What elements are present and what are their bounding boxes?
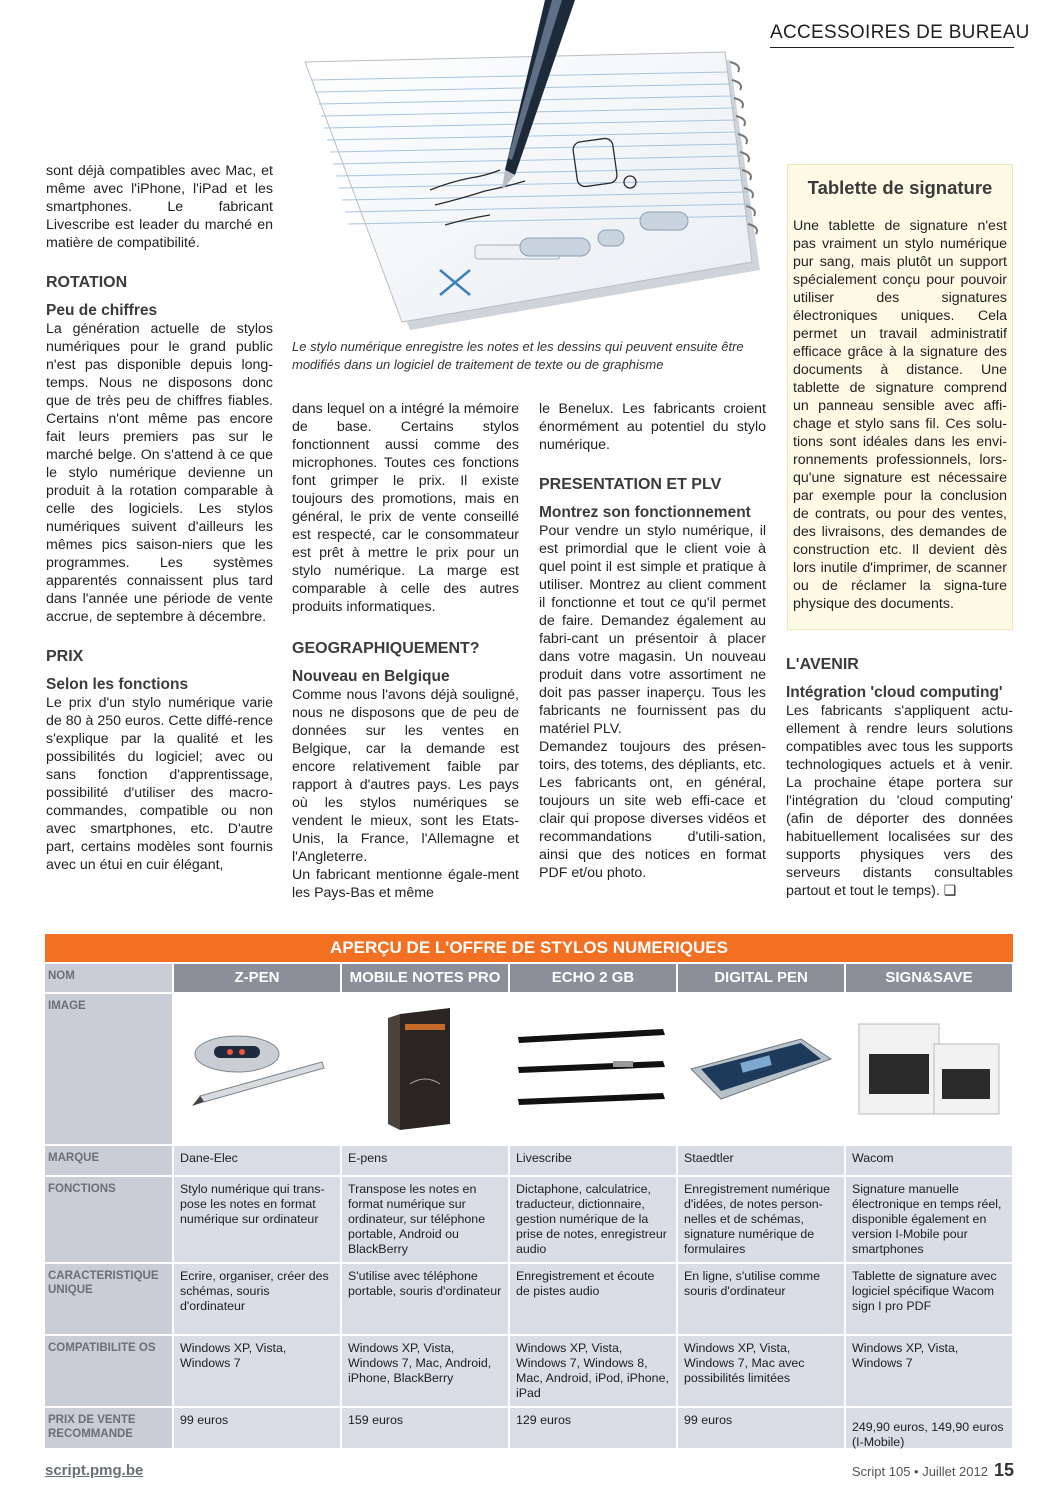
- table-cell: Enregistrement numérique d'idées, de notes person-nelles et de schémas, signature numérique de formulaires: [678, 1177, 844, 1262]
- table-row-image: [45, 994, 1013, 1144]
- table-row-marque: [45, 1146, 1013, 1175]
- subheading-cloud-computing: Intégration 'cloud computing': [786, 684, 1003, 701]
- digital-pen-image: [678, 994, 844, 1144]
- footer-site-link[interactable]: script.pmg.be: [45, 1462, 144, 1479]
- table-cell: Windows XP, Vista, Windows 7, Windows 8, Mac, Android, iPod, iPhone, iPad: [510, 1336, 676, 1406]
- table-row-fonctions: [45, 1177, 1013, 1262]
- table-cell: 129 euros: [510, 1408, 676, 1448]
- table-row-nom: [45, 964, 1013, 992]
- sign-save-image: [846, 994, 1012, 1144]
- table-title: APERÇU DE L'OFFRE DE STYLOS NUMERIQUES: [45, 934, 1013, 962]
- paragraph: sont déjà compatibles avec Mac, et même avec l'iPhone, l'iPad et les smartphones. Le fabricant Livescribe est leader du marché en matière de compatibilité.: [46, 163, 273, 251]
- product-name: SIGN&SAVE: [846, 964, 1012, 992]
- paragraph: Comme nous l'avons déjà souligné, nous ne disposons que de peu de données sur les ventes en Belgique, car la demande est encore relativement faible par rapport à d'autres pays. Les pays où les stylos numériques se vendent le mieux, sont les Etats-Unis, la France, l'Allemagne et l'Angleterre.: [292, 687, 519, 865]
- row-label-compatibilite: COMPATIBILITE OS: [45, 1336, 172, 1406]
- table-cell: Dictaphone, calculatrice, traducteur, dictionnaire, gestion numérique de la prise de notes, enregistreur audio: [510, 1177, 676, 1262]
- table-cell: Enregistrement et écoute de pistes audio: [510, 1264, 676, 1334]
- table-cell: 159 euros: [342, 1408, 508, 1448]
- paragraph: Le prix d'un stylo numérique varie de 80 à 250 euros. Cette diffé-rence s'explique par la qualité et les possibilités du logiciel; avec ou sans fonction d'apprentissage, possibilité d'utiliser des macro-commandes, compatible ou non avec smartphones, etc. D'autre part, certains modèles sont fournis avec un étui en cuir élégant,: [46, 695, 273, 873]
- table-cell: Wacom: [846, 1146, 1012, 1175]
- mobile-notes-pro-image: [342, 994, 508, 1144]
- table-cell: Transpose les notes en format numérique sur ordinateur, sur téléphone portable, Android ou BlackBerry: [342, 1177, 508, 1262]
- table-row-prix: [45, 1408, 1013, 1448]
- paragraph: Pour vendre un stylo numérique, il est primordial que le client voie à quel point il est simple et pratique à utiliser. Montrez au client comment il fonctionne et tout ce qu'il permet de faire. Demandez également au fabri-cant un présentoir à placer dans votre magasin. Un nouveau produit dans votre assortiment ne doit pas passer inaperçu. Tous les fabricants ne fournissent pas du matériel PLV.: [539, 523, 766, 737]
- product-name: DIGITAL PEN: [678, 964, 844, 992]
- row-label-prix: PRIX DE VENTE RECOMMANDE: [45, 1408, 172, 1448]
- column-2: [292, 400, 519, 902]
- paragraph: le Benelux. Les fabricants croient énormément au potentiel du stylo numérique.: [539, 401, 766, 453]
- heading-lavenir: L'AVENIR: [786, 656, 859, 673]
- paragraph: Les fabricants s'appliquent actu-ellement à rendre leurs solutions compatibles avec tous les supports technologiques actuels et à venir. La prochaine étape portera sur l'intégration du 'cloud computing' (afin de déporter des données habituellement localisées sur des supports physiques vers des serveurs distants consultables partout et tout le temps). ❑: [786, 703, 1013, 899]
- subheading-montrez-son-fonctionnement: Montrez son fonctionnement: [539, 504, 751, 521]
- table-cell: 99 euros: [678, 1408, 844, 1448]
- sidebar-box: [787, 164, 1013, 630]
- product-name: Z-PEN: [174, 964, 340, 992]
- subheading-selon-les-fonctions: Selon les fonctions: [46, 676, 189, 693]
- row-label-caracteristique: CARACTERISTIQUE UNIQUE: [45, 1264, 172, 1334]
- sidebar-body: Une tablette de signature n'est pas vraiment un stylo numérique pur sang, mais plutôt un support spécialement conçu pour pouvoir utiliser des signatures électroniques uniques. Cela permet un travail administratif efficace grâce à la signature des documents à distance. Une tablette de signature comprend un panneau sensible avec affi-chage et stylo sans fil. Ces solu-tions sont idéales dans les envi-ronnements professionnels, lors-qu'une signature est nécessaire par exemple pour la conclusion de contrats, ou pour des ventes, des livraisons, des demandes de construction etc. Il devient dès lors inutile d'imprimer, de scanner ou de réclamer la signa-ture physique des documents.: [793, 218, 1007, 612]
- table-cell: E-pens: [342, 1146, 508, 1175]
- table-row-compatibilite: [45, 1336, 1013, 1406]
- row-label-image: IMAGE: [45, 994, 172, 1144]
- table-cell: Dane-Elec: [174, 1146, 340, 1175]
- table-cell: S'utilise avec téléphone portable, souris d'ordinateur: [342, 1264, 508, 1334]
- table-cell: Windows XP, Vista, Windows 7: [846, 1336, 1012, 1406]
- table-cell: 99 euros: [174, 1408, 340, 1448]
- table-cell: Staedtler: [678, 1146, 844, 1175]
- section-tag: ACCESSOIRES DE BUREAU: [770, 22, 1014, 48]
- table-cell: En ligne, s'utilise comme souris d'ordinateur: [678, 1264, 844, 1334]
- column-1: [46, 162, 273, 874]
- footer-issue: [852, 1460, 1014, 1481]
- heading-rotation: ROTATION: [46, 274, 128, 291]
- issue-label: Script 105 • Juillet 2012: [851, 1464, 988, 1479]
- comparison-table: [45, 934, 1013, 1448]
- row-label-fonctions: FONCTIONS: [45, 1177, 172, 1262]
- column-3: [539, 400, 766, 882]
- product-name: ECHO 2 GB: [510, 964, 676, 992]
- paragraph: Un fabricant mentionne égale-ment les Pays-Bas et même: [292, 867, 519, 901]
- subheading-peu-de-chiffres: Peu de chiffres: [46, 302, 158, 319]
- page-number: 15: [993, 1460, 1014, 1480]
- heading-geographiquement: GEOGRAPHIQUEMENT?: [292, 640, 480, 657]
- sidebar-title: Tablette de signature: [807, 177, 993, 198]
- subheading-nouveau-en-belgique: Nouveau en Belgique: [292, 668, 450, 685]
- table-row-caracteristique: [45, 1264, 1013, 1334]
- table-cell: Windows XP, Vista, Windows 7, Mac avec possibilités limitées: [678, 1336, 844, 1406]
- row-label-marque: MARQUE: [45, 1146, 172, 1175]
- table-cell: 249,90 euros, 149,90 euros (I-Mobile): [846, 1408, 1012, 1448]
- echo-pen-image: [510, 994, 676, 1144]
- notebook-pen-photo: [290, 0, 770, 340]
- paragraph: La génération actuelle de stylos numériques pour le grand public n'est pas disponible depuis long-temps. Nous ne disposons donc que de très peu de chiffres fiables. Certains n'ont même pas encore fait leurs premiers pas sur le marché belge. On s'attend à ce que le stylo numérique devienne un produit à la rotation comparable à celle des logiciels. Les stylos numériques suivent d'ailleurs les mêmes pics saison-niers que les programmes. Les systèmes apparentés connaissent plus tard dans l'année une période de vente accrue, de septembre à décembre.: [46, 321, 273, 625]
- paragraph: Demandez toujours des présen-toirs, des totems, des dépliants, etc. Les fabricants ont, en général, toujours un site web effi-cace et clair qui propose diverses vidéos et recommandations d'utili-sation, ainsi que des notices en format PDF et/ou photo.: [539, 739, 766, 881]
- paragraph: dans lequel on a intégré la mémoire de base. Certains stylos fonctionnent aussi comme des microphones. Toutes ces fonctions font grimper le prix. Il existe toujours des promotions, mais en général, le prix de vente conseillé est respecté, car le consommateur est prêt à mettre le prix pour un stylo numérique. La marge est comparable à celle des autres produits informatiques.: [292, 401, 519, 615]
- z-pen-image: [174, 994, 340, 1144]
- column-4: [786, 656, 1013, 900]
- product-name: MOBILE NOTES PRO: [342, 964, 508, 992]
- photo-caption: Le stylo numérique enregistre les notes et les dessins qui peuvent ensuite être modifiés dans un logiciel de traitement de texte ou de graphisme: [292, 339, 744, 372]
- table-cell: Tablette de signature avec logiciel spécifique Wacom sign I pro PDF: [846, 1264, 1012, 1334]
- table-cell: Windows XP, Vista, Windows 7: [174, 1336, 340, 1406]
- table-cell: Signature manuelle électronique en temps réel, disponible également en version I-Mobile pour smartphones: [846, 1177, 1012, 1262]
- table-cell: Ecrire, organiser, créer des schémas, souris d'ordinateur: [174, 1264, 340, 1334]
- heading-prix: PRIX: [46, 648, 84, 665]
- heading-presentation-plv: PRESENTATION ET PLV: [539, 476, 722, 493]
- table-cell: Stylo numérique qui trans-pose les notes en format numérique sur ordinateur: [174, 1177, 340, 1262]
- table-cell: Windows XP, Vista, Windows 7, Mac, Android, iPhone, BlackBerry: [342, 1336, 508, 1406]
- row-label-nom: NOM: [45, 964, 172, 992]
- table-cell: Livescribe: [510, 1146, 676, 1175]
